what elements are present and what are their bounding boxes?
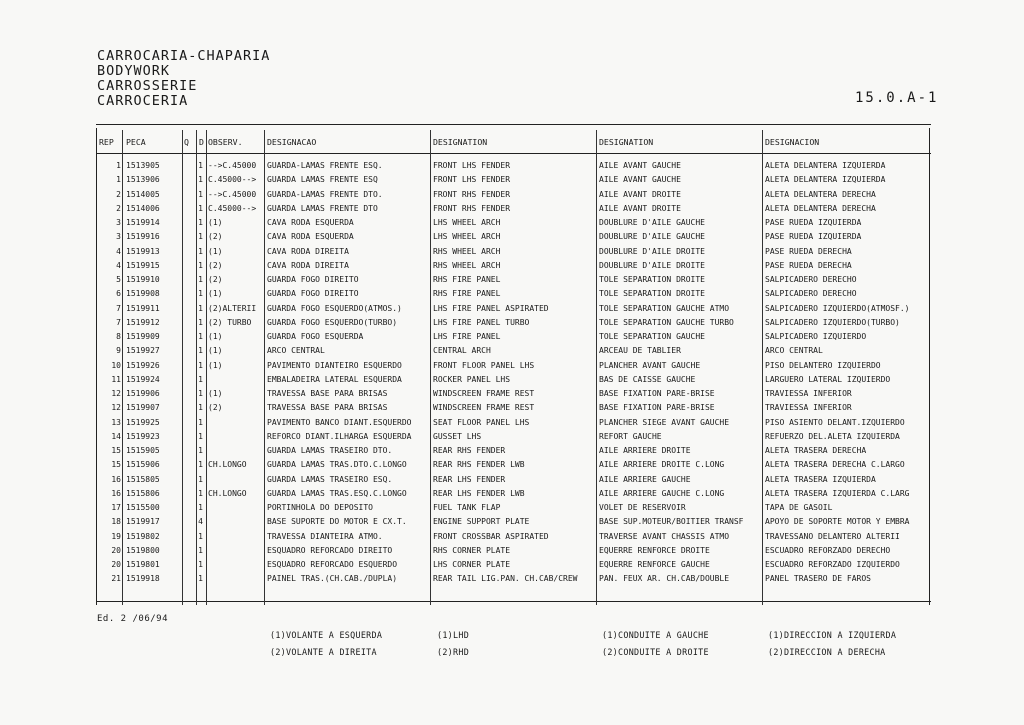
cell-observation: (2) xyxy=(208,275,223,284)
cell-qty: 1 xyxy=(198,246,203,256)
cell-observation: -->C.45000 xyxy=(208,189,257,199)
cell-designacao: TRAVESSA BASE PARA BRISAS xyxy=(267,389,388,398)
cell-designation-en: SEAT FLOOR PANEL LHS xyxy=(433,417,530,427)
cell-designation-fr: TOLE SEPARATION DROITE xyxy=(599,289,705,299)
cell-designation-fr: EQUERRE RENFORCE GAUCHE xyxy=(599,560,710,569)
cell-part-number: 1519913 xyxy=(126,246,160,256)
cell-designacion: SALPICADERO IZQUIERDO xyxy=(765,332,867,341)
cell-qty: 1 xyxy=(198,431,203,441)
cell-qty: 1 xyxy=(198,317,203,327)
cell-part-number: 1519907 xyxy=(126,403,160,413)
cell-part-number: 1519909 xyxy=(126,332,160,341)
cell-designation-fr: TRAVERSE AVANT CHASSIS ATMO xyxy=(599,531,730,541)
cell-part-number: 1519927 xyxy=(126,346,160,356)
col-header-designation-fr: DESIGNATION xyxy=(599,137,654,147)
cell-rep: 21 xyxy=(111,574,121,584)
cell-designacao: PORTINHOLA DO DEPOSITO xyxy=(267,503,373,512)
cell-designation-fr: TOLE SEPARATION GAUCHE TURBO xyxy=(599,317,734,327)
cell-designacao: GUARDA LAMAS TRAS.DTO.C.LONGO xyxy=(267,460,407,470)
cell-observation: C.45000--> xyxy=(208,203,257,213)
cell-designacion: SALPICADERO IZQUIERDO(TURBO) xyxy=(765,317,900,327)
cell-part-number: 1519924 xyxy=(126,374,160,384)
cell-designation-en: FRONT FLOOR PANEL LHS xyxy=(433,360,535,370)
col-header-q: Q xyxy=(184,137,189,147)
footnote-fr-2: (2)CONDUITE A DROITE xyxy=(602,647,709,657)
cell-rep: 9 xyxy=(116,346,121,356)
cell-designacion: SALPICADERO DERECHO xyxy=(765,275,857,284)
cell-designation-en: RHS WHEEL ARCH xyxy=(433,246,501,256)
cell-designation-fr: PLANCHER AVANT GAUCHE xyxy=(599,360,701,370)
cell-designation-fr: VOLET DE RESERVOIR xyxy=(599,503,686,512)
table-row xyxy=(96,387,931,401)
cell-designation-en: LHS FIRE PANEL TURBO xyxy=(433,317,530,327)
cell-observation: (1) xyxy=(208,332,223,341)
cell-designacao: BASE SUPORTE DO MOTOR E CX.T. xyxy=(267,517,407,527)
cell-rep: 4 xyxy=(116,246,121,256)
table-row xyxy=(96,544,931,558)
cell-part-number: 1519802 xyxy=(126,531,160,541)
cell-designacao: CAVA RODA DIREITA xyxy=(267,246,349,256)
cell-rep: 18 xyxy=(111,517,121,527)
cell-designacao: CAVA RODA DIREITA xyxy=(267,260,349,270)
table-row xyxy=(96,302,931,316)
table-row xyxy=(96,430,931,444)
edition-date: Ed. 2 /06/94 xyxy=(97,614,169,624)
cell-designacion: PISO DELANTERO IZQUIERDO xyxy=(765,360,881,370)
footnote-en-2: (2)RHD xyxy=(437,647,470,657)
cell-designation-fr: BASE SUP.MOTEUR/BOITIER TRANSF xyxy=(599,517,744,527)
cell-rep: 5 xyxy=(116,275,121,284)
cell-part-number: 1515805 xyxy=(126,474,160,484)
footnote-en-1: (1)LHD xyxy=(437,630,470,640)
cell-part-number: 1519925 xyxy=(126,417,160,427)
cell-designation-fr: DOUBLURE D'AILE GAUCHE xyxy=(599,232,705,242)
cell-qty: 1 xyxy=(198,189,203,199)
cell-designation-en: LHS CORNER PLATE xyxy=(433,560,511,569)
cell-qty: 1 xyxy=(198,289,203,299)
cell-designacao: GUARDA FOGO ESQUERDO(TURBO) xyxy=(267,317,398,327)
cell-designation-en: LHS WHEEL ARCH xyxy=(433,232,501,242)
cell-part-number: 1519801 xyxy=(126,560,160,569)
cell-rep: 20 xyxy=(111,545,121,555)
cell-qty: 1 xyxy=(198,175,203,185)
cell-designacao: GUARDA LAMAS FRENTE ESQ xyxy=(267,175,378,185)
cell-designacao: PAINEL TRAS.(CH.CAB./DUPLA) xyxy=(267,574,398,584)
cell-designacion: ALETA TRASERA IZQUIERDA xyxy=(765,474,876,484)
cell-rep: 20 xyxy=(111,560,121,569)
cell-rep: 7 xyxy=(116,317,121,327)
cell-qty: 1 xyxy=(198,560,203,569)
cell-rep: 1 xyxy=(116,175,121,185)
cell-designacao: EMBALADEIRA LATERAL ESQUERDA xyxy=(267,374,402,384)
cell-designation-fr: AILE ARRIERE GAUCHE C.LONG xyxy=(599,488,725,498)
cell-designation-fr: AILE AVANT GAUCHE xyxy=(599,175,681,185)
cell-qty: 1 xyxy=(198,460,203,470)
cell-designacion: ALETA DELANTERA IZQUIERDA xyxy=(765,175,886,185)
header-line-pt: CARROCARIA-CHAPARIA xyxy=(97,48,271,64)
document-header xyxy=(97,49,270,109)
cell-observation: (1) xyxy=(208,389,223,398)
cell-designation-en: LHS FIRE PANEL xyxy=(433,332,501,341)
cell-designacao: GUARDA FOGO DIREITO xyxy=(267,289,359,299)
cell-part-number: 1519926 xyxy=(126,360,160,370)
table-row xyxy=(96,444,931,458)
cell-designation-en: FRONT RHS FENDER xyxy=(433,189,511,199)
header-line-es: CARROCERIA xyxy=(97,93,189,109)
header-line-en: BODYWORK xyxy=(97,63,171,79)
table-row xyxy=(96,173,931,187)
cell-qty: 1 xyxy=(198,574,203,584)
col-header-designation-en: DESIGNATION xyxy=(433,137,488,147)
cell-designation-fr: AILE ARRIERE DROITE xyxy=(599,446,691,455)
footnote-es-1: (1)DIRECCION A IZQUIERDA xyxy=(768,630,897,640)
cell-designacao: TRAVESSA BASE PARA BRISAS xyxy=(267,403,388,413)
cell-designation-fr: AILE AVANT GAUCHE xyxy=(599,161,681,170)
cell-designacao: REFORCO DIANT.ILHARGA ESQUERDA xyxy=(267,431,412,441)
cell-part-number: 1519908 xyxy=(126,289,160,299)
cell-part-number: 1514006 xyxy=(126,203,160,213)
cell-designacion: ALETA DELANTERA DERECHA xyxy=(765,189,876,199)
cell-designacion: TRAVESSANO DELANTERO ALTERII xyxy=(765,531,900,541)
cell-qty: 1 xyxy=(198,346,203,356)
cell-part-number: 1519914 xyxy=(126,218,160,227)
cell-designacion: SALPICADERO IZQUIERDO(ATMOSF.) xyxy=(765,303,910,313)
col-header-d: D xyxy=(199,137,204,147)
cell-qty: 1 xyxy=(198,218,203,227)
cell-designacion: PISO ASIENTO DELANT.IZQUIERDO xyxy=(765,417,905,427)
cell-rep: 12 xyxy=(111,403,121,413)
cell-designation-en: ENGINE SUPPORT PLATE xyxy=(433,517,530,527)
cell-qty: 1 xyxy=(198,503,203,512)
cell-rep: 15 xyxy=(111,460,121,470)
cell-designation-fr: TOLE SEPARATION GAUCHE xyxy=(599,332,705,341)
table-row xyxy=(96,359,931,373)
table-row xyxy=(96,515,931,529)
cell-designation-fr: AILE AVANT DROITE xyxy=(599,189,681,199)
cell-designacion: REFUERZO DEL.ALETA IZQUIERDA xyxy=(765,431,900,441)
cell-designation-en: WINDSCREEN FRAME REST xyxy=(433,389,535,398)
cell-qty: 1 xyxy=(198,203,203,213)
table-row xyxy=(96,401,931,415)
col-header-designacion: DESIGNACION xyxy=(765,137,820,147)
cell-part-number: 1519912 xyxy=(126,317,160,327)
cell-part-number: 1519910 xyxy=(126,275,160,284)
table-row xyxy=(96,487,931,501)
cell-observation: (1) xyxy=(208,218,223,227)
cell-designation-en: FRONT RHS FENDER xyxy=(433,203,511,213)
cell-rep: 8 xyxy=(116,332,121,341)
cell-part-number: 1519917 xyxy=(126,517,160,527)
cell-part-number: 1519923 xyxy=(126,431,160,441)
cell-part-number: 1519906 xyxy=(126,389,160,398)
cell-rep: 3 xyxy=(116,218,121,227)
cell-part-number: 1513905 xyxy=(126,161,160,170)
table-bottom-rule xyxy=(96,601,931,602)
table-row xyxy=(96,416,931,430)
table-row xyxy=(96,373,931,387)
table-row xyxy=(96,330,931,344)
cell-designation-en: LHS FIRE PANEL ASPIRATED xyxy=(433,303,549,313)
table-header xyxy=(96,137,931,153)
cell-designation-en: LHS WHEEL ARCH xyxy=(433,218,501,227)
cell-qty: 1 xyxy=(198,474,203,484)
cell-part-number: 1514005 xyxy=(126,189,160,199)
table-row xyxy=(96,245,931,259)
cell-observation: (2) xyxy=(208,260,223,270)
cell-designation-fr: DOUBLURE D'AILE GAUCHE xyxy=(599,218,705,227)
cell-designation-en: RHS WHEEL ARCH xyxy=(433,260,501,270)
cell-part-number: 1519916 xyxy=(126,232,160,242)
cell-designation-en: REAR RHS FENDER LWB xyxy=(433,460,525,470)
table-row xyxy=(96,230,931,244)
table-row xyxy=(96,273,931,287)
cell-designation-en: CENTRAL ARCH xyxy=(433,346,491,356)
cell-qty: 1 xyxy=(198,232,203,242)
cell-part-number: 1515500 xyxy=(126,503,160,512)
cell-designation-fr: PAN. FEUX AR. CH.CAB/DOUBLE xyxy=(599,574,730,584)
cell-designation-fr: PLANCHER SIEGE AVANT GAUCHE xyxy=(599,417,730,427)
footnote-es-2: (2)DIRECCION A DERECHA xyxy=(768,647,886,657)
cell-part-number: 1515905 xyxy=(126,446,160,455)
cell-part-number: 1515906 xyxy=(126,460,160,470)
cell-designacao: GUARDA FOGO ESQUERDO(ATMOS.) xyxy=(267,303,402,313)
cell-designacion: ALETA DELANTERA DERECHA xyxy=(765,203,876,213)
footnote-pt-2: (2)VOLANTE A DIREITA xyxy=(270,647,377,657)
cell-designacao: ESQUADRO REFORCADO ESQUERDO xyxy=(267,560,398,569)
cell-rep: 2 xyxy=(116,203,121,213)
footnote-fr-1: (1)CONDUITE A GAUCHE xyxy=(602,630,709,640)
cell-qty: 1 xyxy=(198,275,203,284)
cell-rep: 1 xyxy=(116,161,121,170)
table-row xyxy=(96,287,931,301)
cell-designation-en: FRONT LHS FENDER xyxy=(433,175,511,185)
cell-qty: 1 xyxy=(198,531,203,541)
table-top-rule xyxy=(96,124,931,125)
cell-rep: 19 xyxy=(111,531,121,541)
cell-designacion: PASE RUEDA DERECHA xyxy=(765,260,852,270)
cell-rep: 15 xyxy=(111,446,121,455)
cell-designacion: ALETA DELANTERA IZQUIERDA xyxy=(765,161,886,170)
cell-designacion: TAPA DE GASOIL xyxy=(765,503,833,512)
cell-designation-en: FRONT CROSSBAR ASPIRATED xyxy=(433,531,549,541)
cell-designacion: TRAVIESSA INFERIOR xyxy=(765,389,852,398)
cell-part-number: 1519918 xyxy=(126,574,160,584)
cell-designation-en: RHS CORNER PLATE xyxy=(433,545,511,555)
table-row xyxy=(96,501,931,515)
cell-qty: 1 xyxy=(198,303,203,313)
col-header-rep: REP xyxy=(99,137,114,147)
cell-observation: (1) xyxy=(208,289,223,299)
cell-part-number: 1513906 xyxy=(126,175,160,185)
cell-designation-en: RHS FIRE PANEL xyxy=(433,289,501,299)
cell-observation: (2) TURBO xyxy=(208,317,252,327)
table-row xyxy=(96,572,931,586)
cell-observation: (2) xyxy=(208,403,223,413)
cell-designation-fr: DOUBLURE D'AILE DROITE xyxy=(599,246,705,256)
cell-designacao: GUARDA LAMAS TRAS.ESQ.C.LONGO xyxy=(267,488,407,498)
col-header-peca: PECA xyxy=(126,137,146,147)
cell-observation: (1) xyxy=(208,346,223,356)
cell-designacao: GUARDA LAMAS FRENTE DTO xyxy=(267,203,378,213)
cell-rep: 6 xyxy=(116,289,121,299)
cell-designation-en: FRONT LHS FENDER xyxy=(433,161,511,170)
cell-qty: 1 xyxy=(198,389,203,398)
cell-designacao: CAVA RODA ESQUERDA xyxy=(267,232,354,242)
cell-rep: 3 xyxy=(116,232,121,242)
parts-table-body xyxy=(96,159,931,587)
cell-designation-fr: TOLE SEPARATION DROITE xyxy=(599,275,705,284)
cell-designation-en: ROCKER PANEL LHS xyxy=(433,374,511,384)
table-row xyxy=(96,558,931,572)
table-row xyxy=(96,216,931,230)
cell-rep: 11 xyxy=(111,374,121,384)
cell-qty: 1 xyxy=(198,417,203,427)
cell-designation-en: REAR LHS FENDER LWB xyxy=(433,488,525,498)
cell-designacao: CAVA RODA ESQUERDA xyxy=(267,218,354,227)
cell-designation-en: REAR LHS FENDER xyxy=(433,474,506,484)
cell-designation-fr: REFORT GAUCHE xyxy=(599,431,662,441)
cell-qty: 1 xyxy=(198,403,203,413)
cell-qty: 1 xyxy=(198,161,203,170)
cell-designation-fr: BASE FIXATION PARE-BRISE xyxy=(599,403,715,413)
cell-qty: 1 xyxy=(198,374,203,384)
cell-rep: 7 xyxy=(116,303,121,313)
cell-rep: 10 xyxy=(111,360,121,370)
cell-designacion: PASE RUEDA IZQUIERDA xyxy=(765,218,862,227)
cell-designacion: PASE RUEDA DERECHA xyxy=(765,246,852,256)
cell-observation: (2) xyxy=(208,232,223,242)
cell-designacion: LARGUERO LATERAL IZQUIERDO xyxy=(765,374,891,384)
cell-part-number: 1519911 xyxy=(126,303,160,313)
cell-designacao: PAVIMENTO BANCO DIANT.ESQUERDO xyxy=(267,417,412,427)
cell-designacion: APOYO DE SOPORTE MOTOR Y EMBRA xyxy=(765,517,910,527)
cell-designacion: ALETA TRASERA DERECHA xyxy=(765,446,867,455)
cell-designation-en: REAR RHS FENDER xyxy=(433,446,506,455)
cell-rep: 4 xyxy=(116,260,121,270)
cell-designacao: TRAVESSA DIANTEIRA ATMO. xyxy=(267,531,383,541)
cell-designacion: ESCUADRO REFORZADO IZQUIERDO xyxy=(765,560,900,569)
table-row xyxy=(96,316,931,330)
cell-designacao: ARCO CENTRAL xyxy=(267,346,325,356)
table-row xyxy=(96,159,931,173)
cell-observation: CH.LONGO xyxy=(208,460,247,470)
cell-part-number: 1519915 xyxy=(126,260,160,270)
cell-rep: 12 xyxy=(111,389,121,398)
cell-observation: (1) xyxy=(208,246,223,256)
cell-part-number: 1519800 xyxy=(126,545,160,555)
cell-designation-fr: TOLE SEPARATION GAUCHE ATMO xyxy=(599,303,730,313)
cell-designation-en: REAR TAIL LIG.PAN. CH.CAB/CREW xyxy=(433,574,578,584)
cell-designacao: GUARDA FOGO ESQUERDA xyxy=(267,332,364,341)
cell-observation: C.45000--> xyxy=(208,175,257,185)
table-row xyxy=(96,530,931,544)
table-header-rule xyxy=(96,153,931,154)
cell-part-number: 1515806 xyxy=(126,488,160,498)
cell-designation-en: GUSSET LHS xyxy=(433,431,482,441)
table-row xyxy=(96,259,931,273)
cell-qty: 1 xyxy=(198,446,203,455)
cell-designation-fr: ARCEAU DE TABLIER xyxy=(599,346,681,356)
cell-designacion: PASE RUEDA IZQUIERDA xyxy=(765,232,862,242)
cell-rep: 17 xyxy=(111,503,121,512)
cell-designation-fr: AILE ARRIERE GAUCHE xyxy=(599,474,691,484)
cell-designacao: GUARDA FOGO DIREITO xyxy=(267,275,359,284)
table-row xyxy=(96,458,931,472)
cell-rep: 16 xyxy=(111,488,121,498)
cell-designacion: ARCO CENTRAL xyxy=(765,346,823,356)
cell-designacion: ALETA TRASERA IZQUIERDA C.LARG xyxy=(765,488,910,498)
table-row xyxy=(96,344,931,358)
cell-designacion: SALPICADERO DERECHO xyxy=(765,289,857,299)
cell-designacion: TRAVIESSA INFERIOR xyxy=(765,403,852,413)
table-row xyxy=(96,202,931,216)
cell-qty: 1 xyxy=(198,545,203,555)
cell-designacion: ALETA TRASERA DERECHA C.LARGO xyxy=(765,460,905,470)
cell-designation-fr: AILE AVANT DROITE xyxy=(599,203,681,213)
cell-observation: CH.LONGO xyxy=(208,488,247,498)
cell-qty: 1 xyxy=(198,260,203,270)
cell-qty: 1 xyxy=(198,360,203,370)
cell-rep: 16 xyxy=(111,474,121,484)
cell-observation: (2)ALTERII xyxy=(208,303,257,313)
cell-designacao: GUARDA-LAMAS FRENTE DTO. xyxy=(267,189,383,199)
col-header-designacao: DESIGNACAO xyxy=(267,137,317,147)
cell-designation-fr: BASE FIXATION PARE-BRISE xyxy=(599,389,715,398)
cell-designacao: GUARDA LAMAS TRASEIRO DTO. xyxy=(267,446,393,455)
footnote-pt-1: (1)VOLANTE A ESQUERDA xyxy=(270,630,383,640)
cell-designacao: PAVIMENTO DIANTEIRO ESQUERDO xyxy=(267,360,402,370)
cell-observation: (1) xyxy=(208,360,223,370)
cell-designacion: ESCUADRO REFORZADO DERECHO xyxy=(765,545,891,555)
table-row xyxy=(96,188,931,202)
cell-designation-fr: DOUBLURE D'AILE DROITE xyxy=(599,260,705,270)
cell-designation-fr: EQUERRE RENFORCE DROITE xyxy=(599,545,710,555)
cell-qty: 1 xyxy=(198,488,203,498)
cell-designation-en: FUEL TANK FLAP xyxy=(433,503,501,512)
cell-qty: 4 xyxy=(198,517,203,527)
table-row xyxy=(96,473,931,487)
cell-qty: 1 xyxy=(198,332,203,341)
cell-designation-en: WINDSCREEN FRAME REST xyxy=(433,403,535,413)
cell-designacion: PANEL TRASERO DE FAROS xyxy=(765,574,871,584)
cell-designacao: GUARDA LAMAS TRASEIRO ESQ. xyxy=(267,474,393,484)
cell-rep: 14 xyxy=(111,431,121,441)
cell-observation: -->C.45000 xyxy=(208,161,257,170)
header-line-fr: CARROSSERIE xyxy=(97,78,198,94)
cell-designation-en: RHS FIRE PANEL xyxy=(433,275,501,284)
page-reference: 15.0.A-1 xyxy=(855,90,939,106)
cell-designacao: GUARDA-LAMAS FRENTE ESQ. xyxy=(267,161,383,170)
col-header-observ: OBSERV. xyxy=(208,137,243,147)
cell-designation-fr: AILE ARRIERE DROITE C.LONG xyxy=(599,460,725,470)
cell-designation-fr: BAS DE CAISSE GAUCHE xyxy=(599,374,696,384)
cell-rep: 2 xyxy=(116,189,121,199)
cell-rep: 13 xyxy=(111,417,121,427)
cell-designacao: ESQUADRO REFORCADO DIREITO xyxy=(267,545,393,555)
